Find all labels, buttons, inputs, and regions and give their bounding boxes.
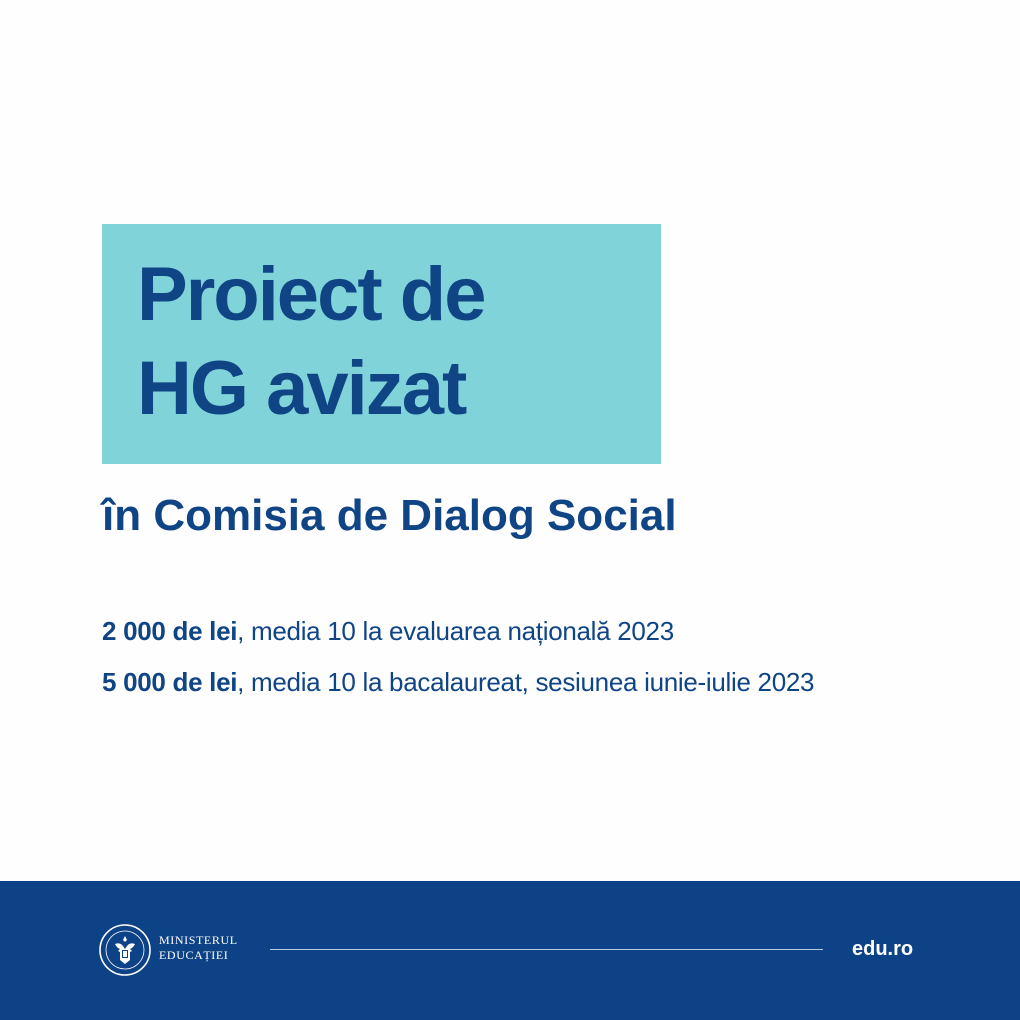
reward-line-bacalaureat bbox=[102, 669, 814, 695]
ministry-line-1: MINISTERUL bbox=[159, 933, 238, 947]
website-link[interactable]: edu.ro bbox=[852, 938, 914, 960]
footer-divider bbox=[270, 949, 823, 950]
footer-bar bbox=[0, 881, 1020, 1020]
reward-detail: , media 10 la bacalaureat, sesiunea iunie-iulie 2023 bbox=[237, 667, 815, 697]
reward-amount: 5 000 de lei bbox=[102, 667, 238, 697]
ministry-name bbox=[159, 933, 238, 963]
title-line-1: Proiect de bbox=[137, 252, 485, 337]
reward-line-evaluare bbox=[102, 618, 674, 644]
reward-detail: , media 10 la evaluarea națională 2023 bbox=[237, 616, 674, 646]
subtitle: în Comisia de Dialog Social bbox=[102, 491, 677, 540]
title-box bbox=[102, 224, 661, 464]
reward-amount: 2 000 de lei bbox=[102, 616, 238, 646]
ministry-line-2: EDUCAȚIEI bbox=[159, 948, 229, 962]
government-crest-icon bbox=[98, 923, 152, 977]
title-line-2: HG avizat bbox=[137, 346, 466, 431]
